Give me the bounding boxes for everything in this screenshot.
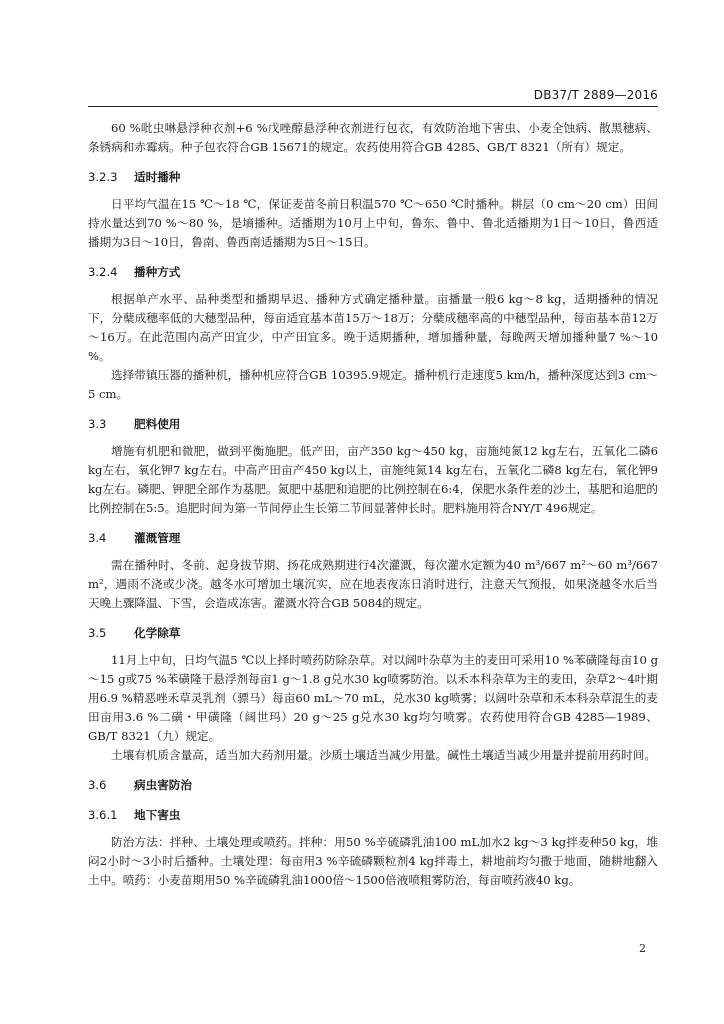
heading-3-6-1: [88, 806, 658, 825]
section-number: 3.2.4: [88, 265, 118, 279]
heading-3-2-4: [88, 263, 658, 282]
document-body: [88, 119, 658, 890]
paragraph-herbicide: 11月上中旬，日均气温5 ℃以上择时喷药防除杂草。对以阔叶杂草为主的麦田可采用10 %苯磺隆每亩10 g～15 g或75 %苯磺隆干悬浮剂每亩1 g～1.8 g兑水30 kg喷雾防治。以禾本科杂草为主的麦田，杂草2～4叶期用6.9 %精恶唑禾草灵乳剂（骠马）每亩60 mL～70 mL，兑水30 kg喷雾；以阔叶杂草和禾本科杂草混生的麦田亩用3.6 %二磺・甲磺隆（阔世玛）20 g～25 g兑水30 kg均匀喷雾。农药使用符合GB 4285—1989、GB/T 8321（九）规定。: [88, 653, 658, 743]
section-number: 3.3: [88, 417, 107, 431]
page-number: 2: [639, 942, 646, 955]
standard-code-header: DB37/T 2889—2016: [533, 88, 658, 102]
paragraph-fertilizer: 增施有机肥和微肥，做到平衡施肥。低产田，亩产350 kg～450 kg，亩施纯氮12 kg左右，五氧化二磷6 kg左右，氧化钾7 kg左右。中高产田亩产450 kg以上，亩施纯氮14 kg左右，五氧化二磷8 kg左右，氧化钾9 kg左右。磷肥、钾肥全部作为基肥。氮肥中基肥和追肥的比例控制在6:4，保肥水条件差的沙土，基肥和追肥的比例控制在5:5。追肥时间为第一节间停止生长第二节间显著伸长时。肥料施用符合NY/T 496规定。: [88, 444, 658, 515]
heading-3-6: [88, 776, 658, 795]
section-number: 3.2.3: [88, 170, 118, 184]
paragraph-underground-pests: 防治方法：拌种、土壤处理或喷药。拌种：用50 %辛硫磷乳油100 mL加水2 kg～3 kg拌麦种50 kg，堆闷2小时～3小时后播种。土壤处理：每亩用3 %辛硫磷颗粒剂4 kg拌毒土，耕地前均匀撒于地面，随耕地翻入土中。喷药：小麦苗期用50 %辛硫磷乳油1000倍～1500倍液喷粗雾防治，每亩喷药液40 kg。: [88, 835, 658, 887]
section-number: 3.4: [88, 531, 107, 545]
paragraph-seeder: 选择带镇压器的播种机，播种机应符合GB 10395.9规定。播种机行走速度5 km/h，播种深度达到3 cm～5 cm。: [88, 368, 658, 401]
section-number: 3.6: [88, 778, 107, 792]
paragraph-irrigation: 需在播种时、冬前、起身拔节期、扬花成熟期进行4次灌溉，每次灌水定额为40 m³/667 m²～60 m³/667 m²，遇雨不浇或少浇。越冬水可增加土壤沉实，应在地表夜冻日消时进行，注意天气预报，如果浇越冬水后当天晚上骤降温、下雪，会造成冻害。灌溉水符合GB 5084的规定。: [88, 558, 658, 610]
section-title: 化学除草: [134, 626, 181, 640]
paragraph-seeding-rate: 根据单产水平、品种类型和播期早迟、播种方式确定播种量。亩播量一般6 kg～8 kg，适期播种的情况下，分蘖成穗率低的大穗型品种，每亩适宜基本苗15万～18万；分蘖成穗率高的中穗型品种，每亩基本苗12万～16万。在此范围内高产田宜少，中产田宜多。晚于适期播种，增加播种量，每晚两天增加播种量7 %～10 %。: [88, 292, 658, 363]
section-number: 3.5: [88, 626, 107, 640]
header-rule: [88, 106, 658, 107]
section-title: 肥料使用: [134, 417, 181, 431]
section-title: 适时播种: [134, 170, 181, 184]
heading-3-4: [88, 529, 658, 548]
section-number: 3.6.1: [88, 808, 118, 822]
section-title: 播种方式: [134, 265, 181, 279]
paragraph-seed-coating: 60 %吡虫啉悬浮种衣剂+6 %戊唑醇悬浮种衣剂进行包衣，有效防治地下害虫、小麦全蚀病、散黑穗病、条锈病和赤霉病。种子包衣符合GB 15671的规定。农药使用符合GB 4285、GB/T 8321（所有）规定。: [88, 121, 658, 154]
section-title: 地下害虫: [134, 808, 181, 822]
heading-3-3: [88, 415, 658, 434]
paragraph-soil-dosage: 土壤有机质含量高，适当加大药剂用量。沙质土壤适当减少用量。碱性土壤适当减少用量并提前用药时间。: [111, 748, 656, 762]
heading-3-2-3: [88, 168, 658, 187]
heading-3-5: [88, 624, 658, 643]
paragraph-sowing-time: 日平均气温在15 ℃～18 ℃，保证麦苗冬前日积温570 ℃～650 ℃时播种。耕层（0 cm～20 cm）田间持水量达到70 %～80 %，是墒播种。适播期为10月上中旬，鲁东、鲁中、鲁北适播期为1日～10日，鲁西适播期为3日～10日，鲁南、鲁西南适播期为5日～15日。: [88, 197, 658, 249]
section-title: 灌溉管理: [134, 531, 181, 545]
section-title: 病虫害防治: [134, 778, 192, 792]
